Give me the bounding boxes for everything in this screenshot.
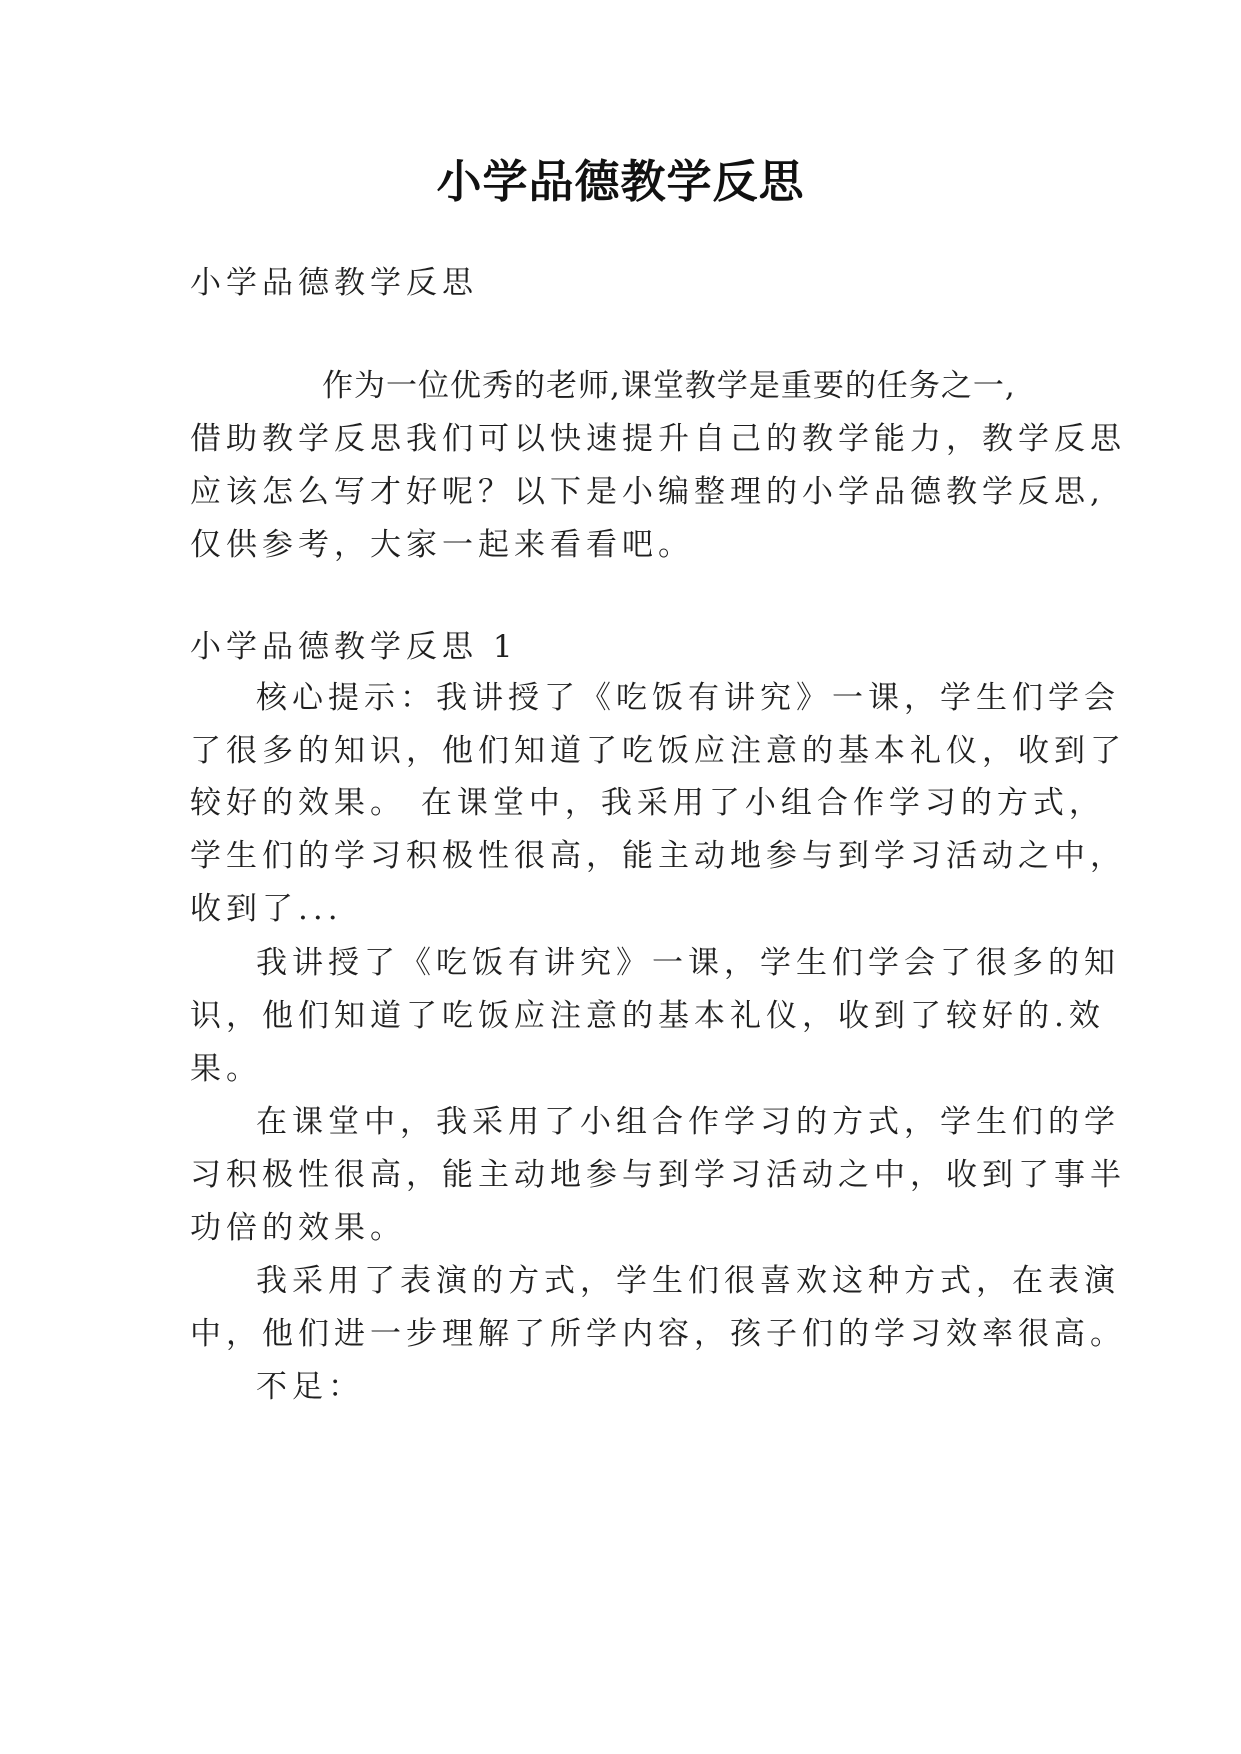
- paragraph-line: 识，他们知道了吃饭应注意的基本礼仪，收到了较好的.效: [190, 998, 1105, 1034]
- summary-line: 学生们的学习积极性很高，能主动地参与到学习活动之中，: [190, 838, 1126, 874]
- summary-line: 较好的效果。 在课堂中，我采用了小组合作学习的方式，: [190, 785, 1105, 821]
- shortcoming-label: 不足：: [256, 1369, 364, 1405]
- intro-line: 借助教学反思我们可以快速提升自己的教学能力，教学反思: [190, 421, 1126, 457]
- summary-line: 收到了...: [190, 891, 343, 927]
- summary-line: 了很多的知识，他们知道了吃饭应注意的基本礼仪，收到了: [190, 733, 1126, 769]
- paragraph-line: 在课堂中，我采用了小组合作学习的方式，学生们的学: [256, 1104, 1120, 1140]
- summary-line: 核心提示：我讲授了《吃饭有讲究》一课，学生们学会: [256, 680, 1120, 716]
- document-title: 小学品德教学反思: [436, 155, 805, 208]
- section-heading: 小学品德教学反思 1: [190, 629, 518, 665]
- intro-line: 仅供参考，大家一起来看看吧。: [190, 527, 694, 563]
- intro-line: 作为一位优秀的老师,课堂教学是重要的任务之一,: [322, 368, 1016, 404]
- paragraph-line: 我采用了表演的方式，学生们很喜欢这种方式，在表演: [256, 1263, 1120, 1299]
- document-subtitle: 小学品德教学反思: [190, 265, 478, 301]
- paragraph-line: 功倍的效果。: [190, 1210, 406, 1246]
- paragraph-line: 果。: [190, 1051, 262, 1087]
- paragraph-line: 中，他们进一步理解了所学内容，孩子们的学习效率很高。: [190, 1316, 1126, 1352]
- paragraph-line: 我讲授了《吃饭有讲究》一课，学生们学会了很多的知: [256, 945, 1120, 981]
- intro-line: 应该怎么写才好呢？以下是小编整理的小学品德教学反思,: [190, 474, 1105, 510]
- paragraph-line: 习积极性很高，能主动地参与到学习活动之中，收到了事半: [190, 1157, 1126, 1193]
